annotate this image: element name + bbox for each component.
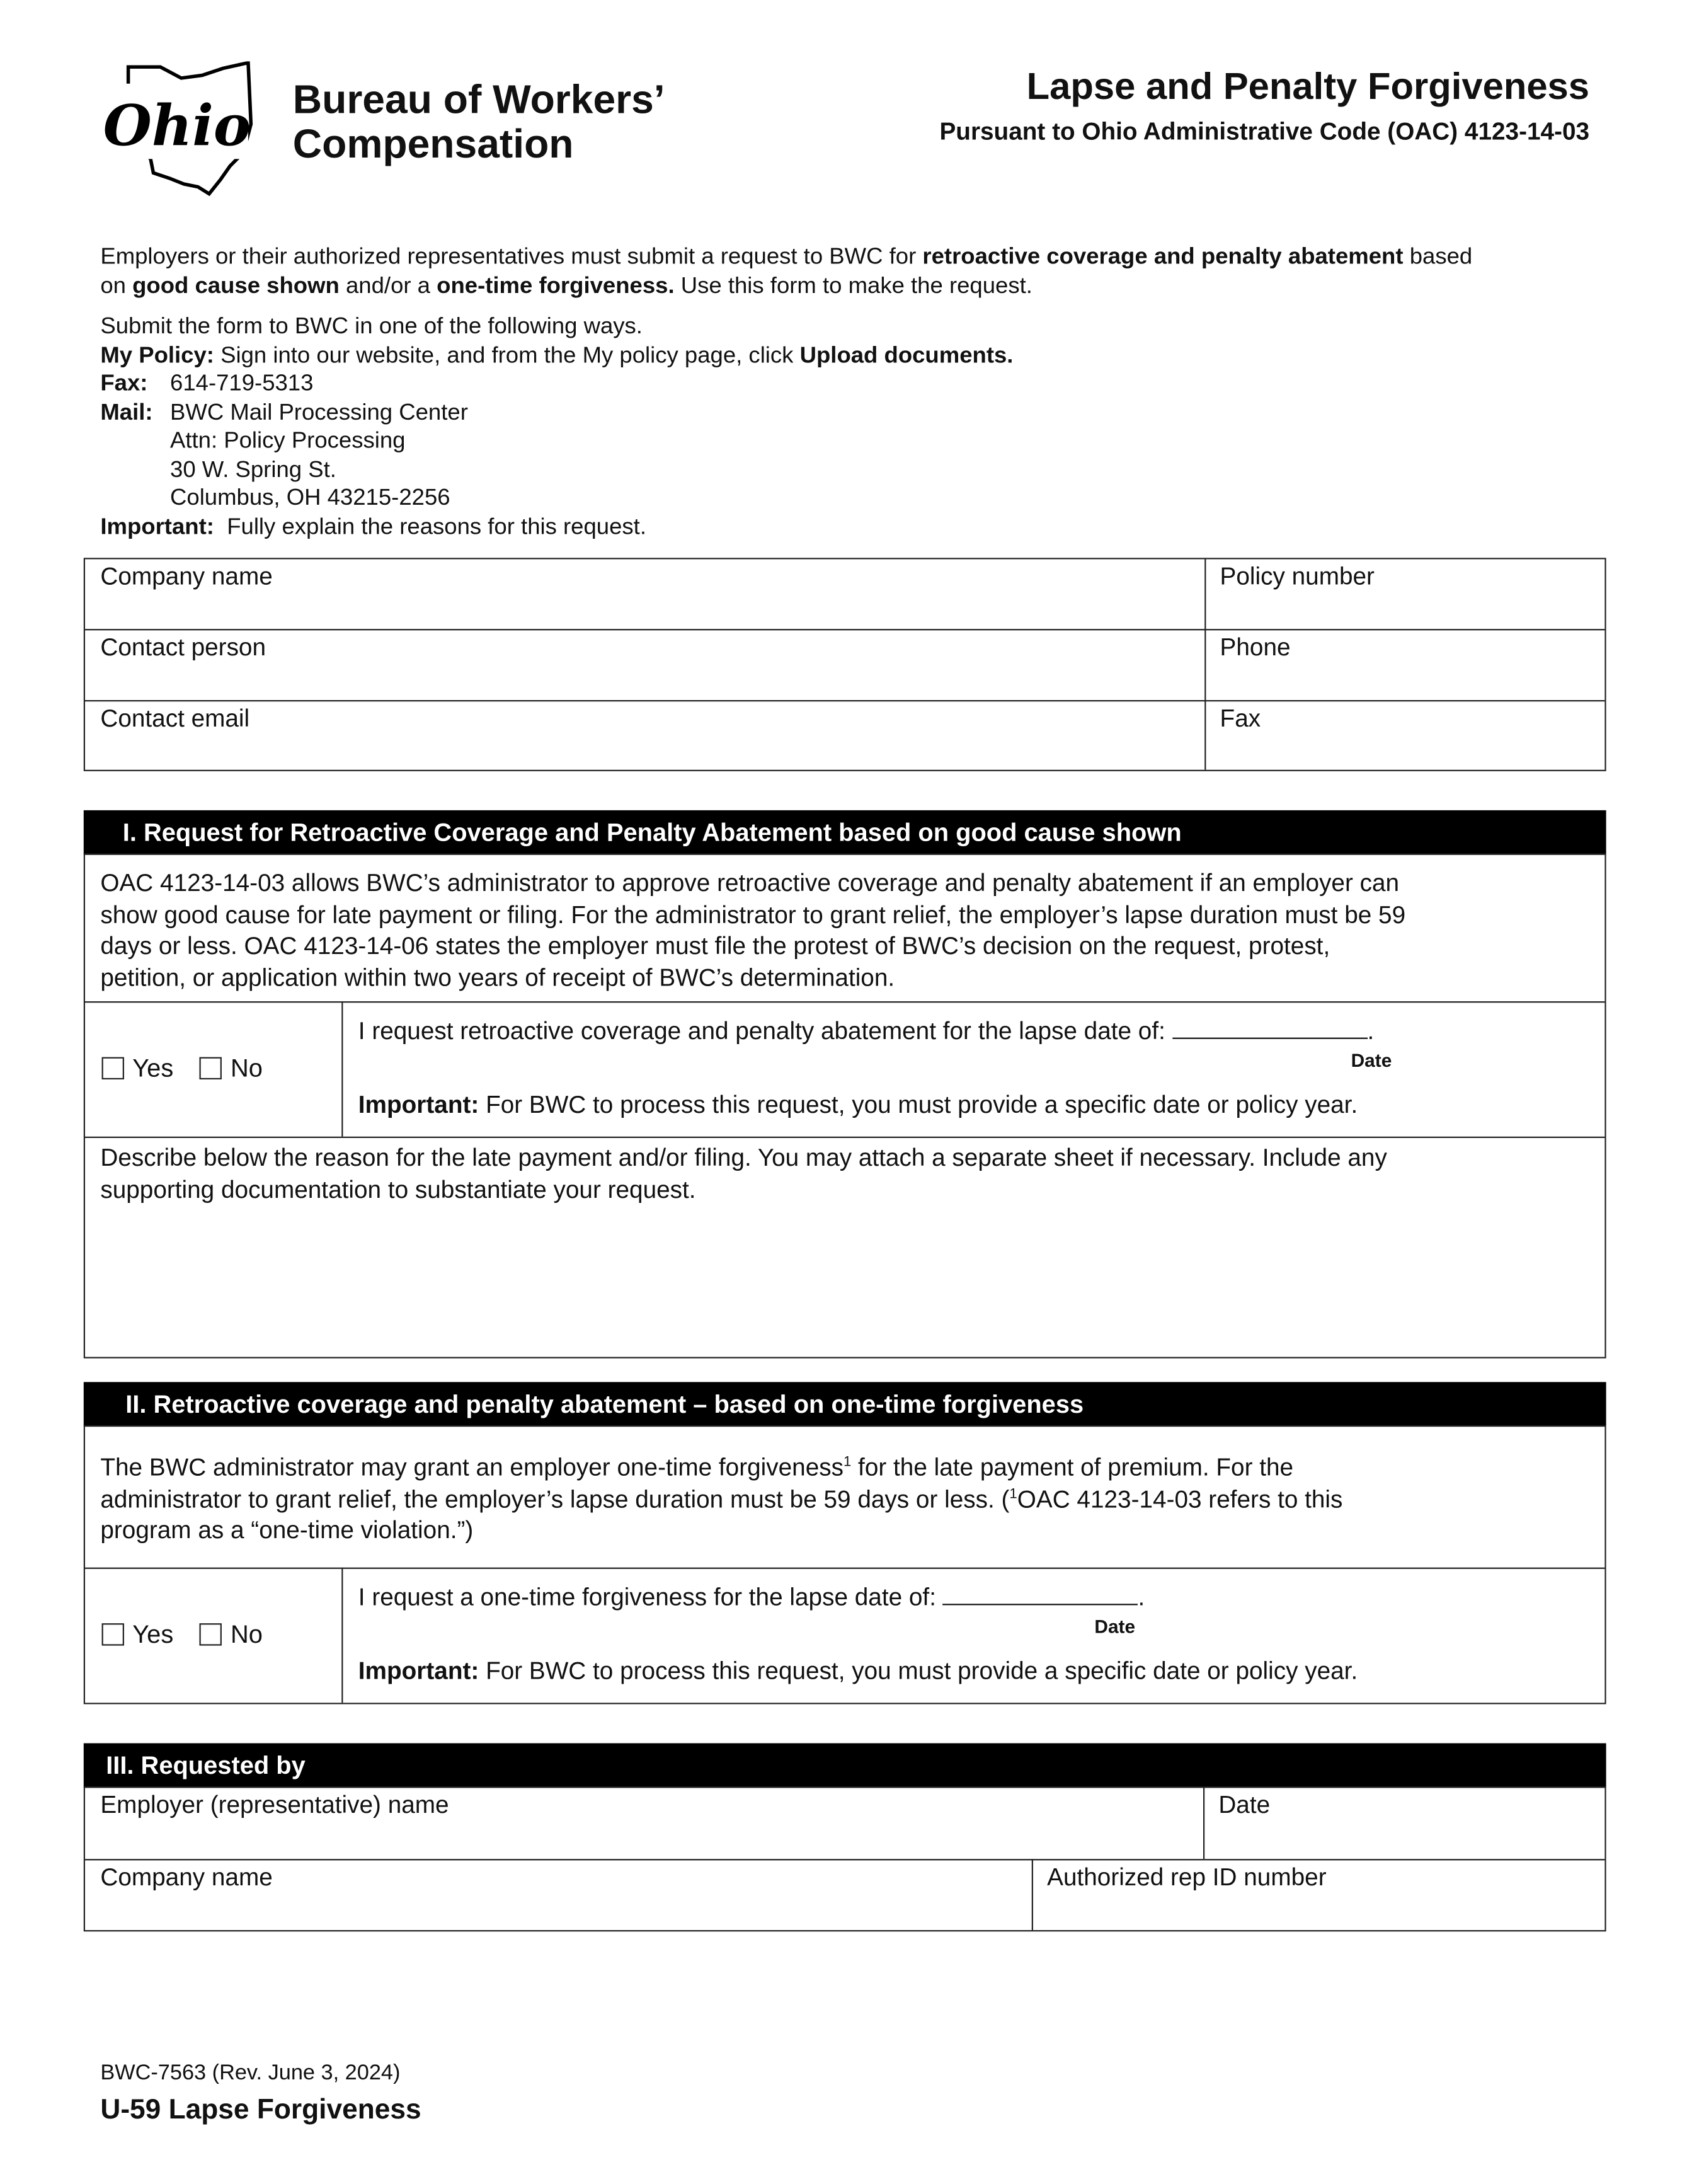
submission-instructions: Submit the form to BWC in one of the following ways. My Policy: Sign into our website, and from the My policy page, click Upload documents. Fax: 614-719-5313 Mail: BWC Mail Processing Center Attn: Policy Processing 30 W. Spring St. Columbus, OH 43215-2256 Important: Fully explain the reasons for this request. (100, 313, 1014, 539)
employer-info-table (84, 558, 1606, 771)
policy-number-field[interactable]: Policy number (1220, 561, 1375, 590)
ohio-logo (98, 61, 272, 198)
org-name (293, 78, 665, 168)
section-2-header: II. Retroactive coverage and penalty abatement – based on one-time forgiveness (84, 1382, 1606, 1427)
section-1-header: I. Request for Retroactive Coverage and Penalty Abatement based on good cause shown (84, 810, 1606, 855)
form-subtitle: Pursuant to Ohio Administrative Code (OAC) 4123-14-03 (939, 117, 1590, 146)
date-field[interactable]: Date (1218, 1790, 1271, 1819)
section-2-yes-checkbox[interactable]: Yes (102, 1621, 174, 1648)
authorized-rep-id-field[interactable]: Authorized rep ID number (1047, 1863, 1327, 1892)
late-payment-reason-field[interactable]: Describe below the reason for the late payment and/or filing. You may attach a separate sheet if necessary. Include any supporting documentation to substantiate your request. (100, 1143, 1387, 1203)
lapse-date-input-2[interactable] (943, 1583, 1138, 1605)
section-2-body (84, 1425, 1606, 1704)
lapse-date-input-1[interactable] (1172, 1016, 1368, 1038)
section-1-description: OAC 4123-14-03 allows BWC’s administrator to approve retroactive coverage and penalty abatement if an employer can show good cause for late payment or filing. For the administrator to grant relief, the employer’s lapse duration must be 59 days or less. OAC 4123-14-06 states the employer must file the protest of BWC’s decision on the request, protest, petition, or application within two years of receipt of BWC’s determination. (100, 868, 1406, 991)
requested-company-name-field[interactable]: Company name (100, 1863, 273, 1892)
section-1-important: Important: For BWC to process this request, you must provide a specific date or policy year. (358, 1090, 1358, 1118)
section-2-request-text: I request a one-time forgiveness for the lapse date of: . (358, 1582, 1145, 1611)
org-line-2: Compensation (292, 122, 574, 168)
date-caption: Date (1351, 1050, 1392, 1071)
phone-field[interactable]: Phone (1220, 633, 1291, 662)
section-1-request-text: I request retroactive coverage and penalty abatement for the lapse date of: . (358, 1016, 1375, 1045)
contact-person-field[interactable]: Contact person (100, 633, 266, 662)
svg-text:Ohio: Ohio (103, 93, 251, 159)
org-line-1: Bureau of Workers’ (292, 78, 665, 123)
intro-paragraph: Employers or their authorized representatives must submit a request to BWC for retroactive coverage and penalty abatement based on good cause shown and/or a one-time forgiveness. Use this form to make the request. (100, 244, 1473, 298)
section-3-header: III. Requested by (84, 1744, 1606, 1788)
section-2-no-checkbox[interactable]: No (200, 1621, 263, 1648)
contact-email-field[interactable]: Contact email (100, 704, 250, 732)
employer-name-field[interactable]: Employer (representative) name (100, 1790, 449, 1819)
section-2-description: The BWC administrator may grant an employer one-time forgiveness$^1$ for the late payment of premium. For the administrator to grant relief, the employer’s lapse duration must be 59 days or less. ($^1$OAC 4123-14-03 refers to this program as a “one-time violation.”) (100, 1453, 1343, 1544)
fax-field[interactable]: Fax (1220, 704, 1261, 732)
company-name-field[interactable]: Company name (100, 561, 273, 590)
section-1-yes-checkbox[interactable]: Yes (102, 1054, 174, 1082)
section-1-no-checkbox[interactable]: No (200, 1054, 263, 1082)
requested-by-table (84, 1786, 1606, 1931)
ohio-state-outline-icon (98, 61, 272, 198)
form-number: BWC-7563 (Rev. June 3, 2024) (100, 2061, 401, 2085)
form-title: Lapse and Penalty Forgiveness (1026, 66, 1590, 108)
form-code: U-59 Lapse Forgiveness (100, 2095, 421, 2125)
date-caption: Date (1094, 1616, 1136, 1638)
section-1-body (84, 853, 1606, 1358)
section-2-important: Important: For BWC to process this request, you must provide a specific date or policy year. (358, 1657, 1358, 1685)
